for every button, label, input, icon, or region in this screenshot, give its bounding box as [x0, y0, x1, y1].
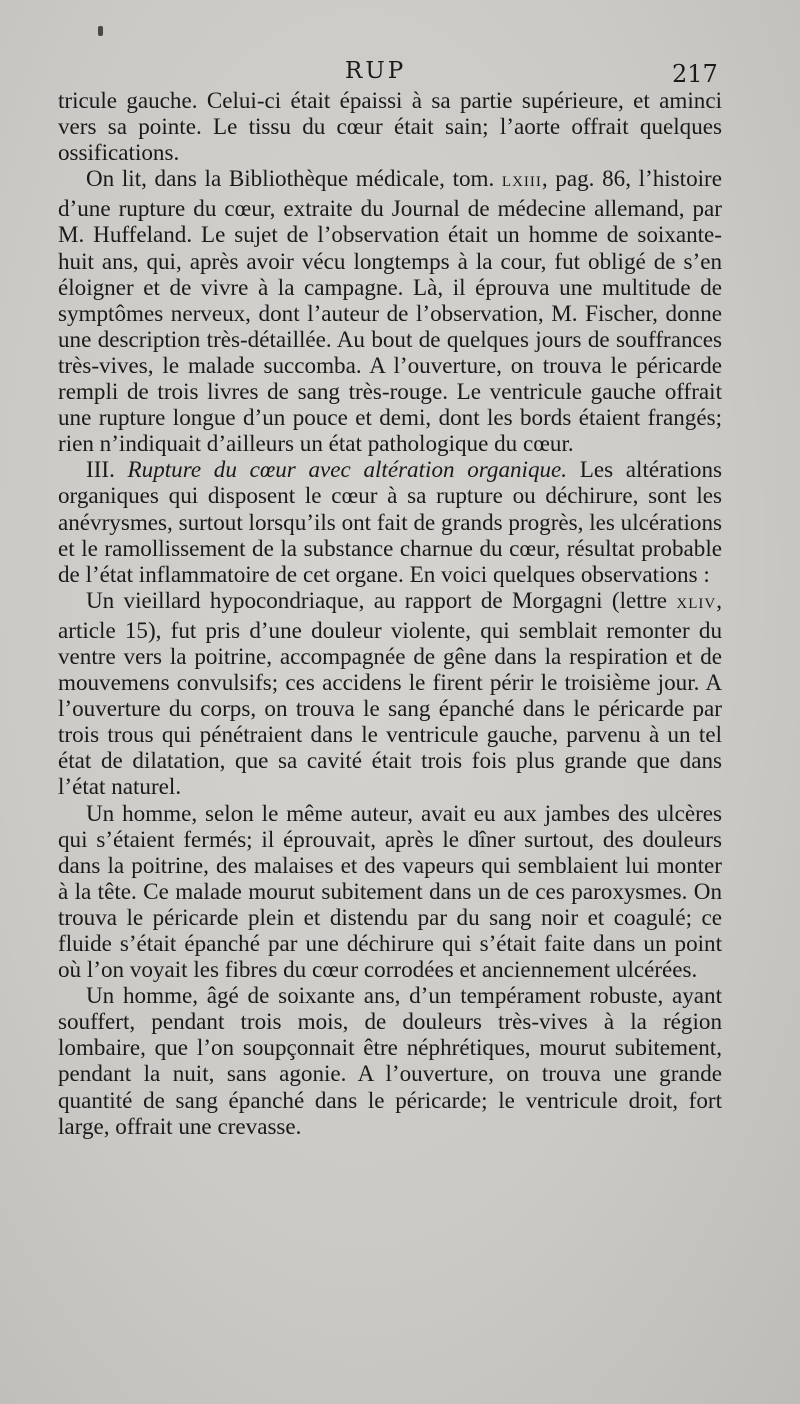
section-title: Rupture du cœur avec altération organique.	[127, 456, 568, 483]
paragraph	[58, 165, 722, 456]
text-run: On lit, dans la Bibliothèque médicale, tom.	[86, 165, 502, 192]
text-run: Un vieillard hypocondriaque, au rapport de Morgagni (lettre	[86, 586, 677, 613]
ink-spot	[98, 26, 103, 36]
text-run: , pag. 86, l’histoire d’une rupture du cœur, extraite du Journal de médecine allemand, par M. Huffeland. Le sujet de l’observation était un homme de soixante-huit ans, qui, après avoir vécu longtemps à la cour, fut obligé de s’en éloigner et de vivre à la campagne. Là, il éprouva une multitude de symptômes nerveux, dont l’auteur de l’observation, M. Fischer, donne une description très-détaillée. Au bout de quelques jours de souffrances très-vives, le malade succomba. A l’ouverture, on trouva le péricarde rempli de trois livres de sang très-rouge. Le ventricule gauche offrait une rupture longue d’un pouce et demi, dont les bords étaient frangés; rien n’indiquait d’ailleurs un état pathologique du cœur.	[58, 165, 722, 457]
text-run: , article 15), fut pris d’une douleur violente, qui semblait remonter du ventre vers la poitrine, accompagnée de gêne dans la respiration et de mouvemens convulsifs; ces accidens le firent périr le troisième jour. A l’ouverture du corps, on trouva le sang épanché dans le péricarde par trois trous qui pénétraient dans le ventricule gauche, parvenu à un tel état de dilatation, que sa cavité était trois fois plus grande que dans l’état naturel.	[58, 586, 722, 800]
page-number: 217	[672, 60, 718, 88]
text-run: Les altérations organiques qui disposent le cœur à sa rupture ou déchirure, sont les anévrysmes, surtout lorsqu’ils ont fait de grands progrès, les ulcérations et le ramollissement de la substance charnue du cœur, résultat probable de l’état inflammatoire de cet organe. En voici quelques observations :	[58, 456, 722, 587]
body-text	[58, 87, 722, 1139]
section-number: III.	[86, 456, 128, 483]
roman-numeral: LXIII	[501, 174, 542, 191]
paragraph-continuation	[58, 87, 722, 165]
roman-numeral: XLIV	[676, 595, 717, 612]
running-head: RUP	[345, 58, 407, 84]
text-run: Un homme, âgé de soixante ans, d’un tempérament robuste, ayant souffert, pendant trois mois, de douleurs très-vives à la région lombaire, que l’on soupçonnait être néphrétiques, mourut subitement, pendant la nuit, sans agonie. A l’ouverture, on trouva une grande quantité de sang épanché dans le péricarde; le ventricule droit, fort large, offrait une crevasse.	[58, 982, 722, 1139]
paragraph	[58, 982, 722, 1139]
paragraph	[58, 800, 722, 983]
section-paragraph	[58, 456, 722, 586]
text-run: tricule gauche. Celui-ci était épaissi à sa partie supérieure, et aminci vers sa pointe. Le tissu du cœur était sain; l’aorte offrait quelques ossifications.	[58, 87, 722, 166]
text-run: Un homme, selon le même auteur, avait eu aux jambes des ulcères qui s’étaient fermés; il éprouvait, après le dîner surtout, des douleurs dans la poitrine, des malaises et des vapeurs qui semblaient lui monter à la tête. Ce malade mourut subitement dans un de ces paroxysmes. On trouva le péricarde plein et distendu par du sang noir et coagulé; ce fluide s’était épanché par une déchirure qui s’était faite dans un point où l’on voyait les fibres du cœur corrodées et anciennement ulcérées.	[58, 799, 722, 983]
paragraph	[58, 587, 722, 800]
